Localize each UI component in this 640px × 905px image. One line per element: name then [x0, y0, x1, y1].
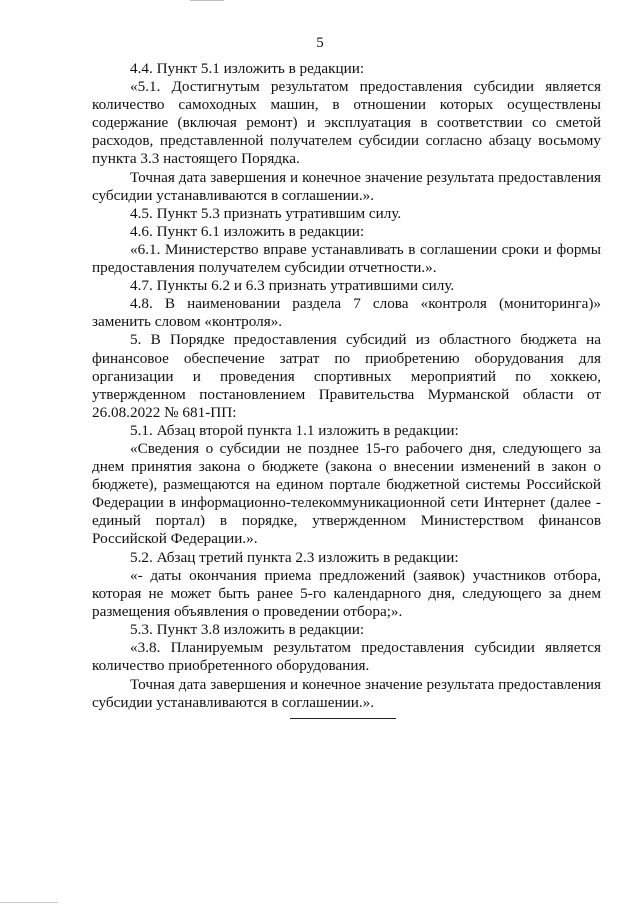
scan-edge-mark	[190, 0, 224, 1]
paragraph-3-8-quote: «3.8. Планируемым результатом предоставления субсидии является количество приобретенного оборудования.	[92, 639, 601, 675]
scan-edge-mark-bottom	[0, 902, 58, 903]
paragraph-5-1-date: Точная дата завершения и конечное значение результата предоставления субсидии устанавливаются в соглашении.».	[92, 168, 601, 204]
paragraph-6-1-quote: «6.1. Министерство вправе устанавливать в соглашении сроки и формы предоставления получателем субсидии отчетности.».	[92, 240, 601, 277]
paragraph-4-8: 4.8. В наименовании раздела 7 слова «контроля (мониторинга)» заменить словом «контроля».	[92, 295, 601, 331]
paragraph-5-3: 5.3. Пункт 3.8 изложить в редакции:	[130, 620, 365, 638]
paragraph-5-1: 5.1. Абзац второй пункта 1.1 изложить в редакции:	[130, 421, 459, 439]
document-body	[92, 60, 601, 712]
paragraph-4-5: 4.5. Пункт 5.3 признать утратившим силу.	[130, 204, 402, 222]
page-number: 5	[316, 35, 324, 51]
paragraph-5-1-quote: «5.1. Достигнутым результатом предоставления субсидии является количество самоходных машин, в отношении которых осуществлены содержание (включая ремонт) и эксплуатация в соответствии со сметой расходов, представленной получателем субсидии согласно абзацу восьмому пункта 3.3 настоящего Порядка.	[92, 78, 601, 168]
paragraph-4-7: 4.7. Пункты 6.2 и 6.3 признать утратившими силу.	[130, 277, 455, 295]
paragraph-3-8-date: Точная дата завершения и конечное значение результата предоставления субсидии устанавливаются в соглашении.».	[92, 676, 601, 712]
paragraph-5-2: 5.2. Абзац третий пункта 2.3 изложить в редакции:	[130, 548, 459, 566]
paragraph-1-1-quote: «Сведения о субсидии не позднее 15-го рабочего дня, следующего за днем принятия закона о бюджете (закона о внесении изменений в закон о бюджете), размещаются на едином портале бюджетной системы Российской Федерации в информационно-телекоммуникационной сети Интернет (далее - единый портал) в порядке, утвержденном Министерством финансов Российской Федерации.».	[92, 439, 601, 548]
paragraph-2-3-quote: «- даты окончания приема предложений (заявок) участников отбора, которая не может быть ранее 5-го календарного дня, следующего за днем размещения объявления о проведении отбора;».	[92, 566, 601, 620]
paragraph-4-6: 4.6. Пункт 6.1 изложить в редакции:	[130, 222, 365, 240]
paragraph-4-4: 4.4. Пункт 5.1 изложить в редакции:	[130, 60, 365, 77]
closing-rule	[290, 718, 396, 719]
paragraph-5: 5. В Порядке предоставления субсидий из областного бюджета на финансовое обеспечение затрат по приобретению оборудования для организации и проведения спортивных мероприятий по хоккею, утвержденном постановлением Правительства Мурманской области от 26.08.2022 № 681-ПП:	[92, 331, 601, 421]
